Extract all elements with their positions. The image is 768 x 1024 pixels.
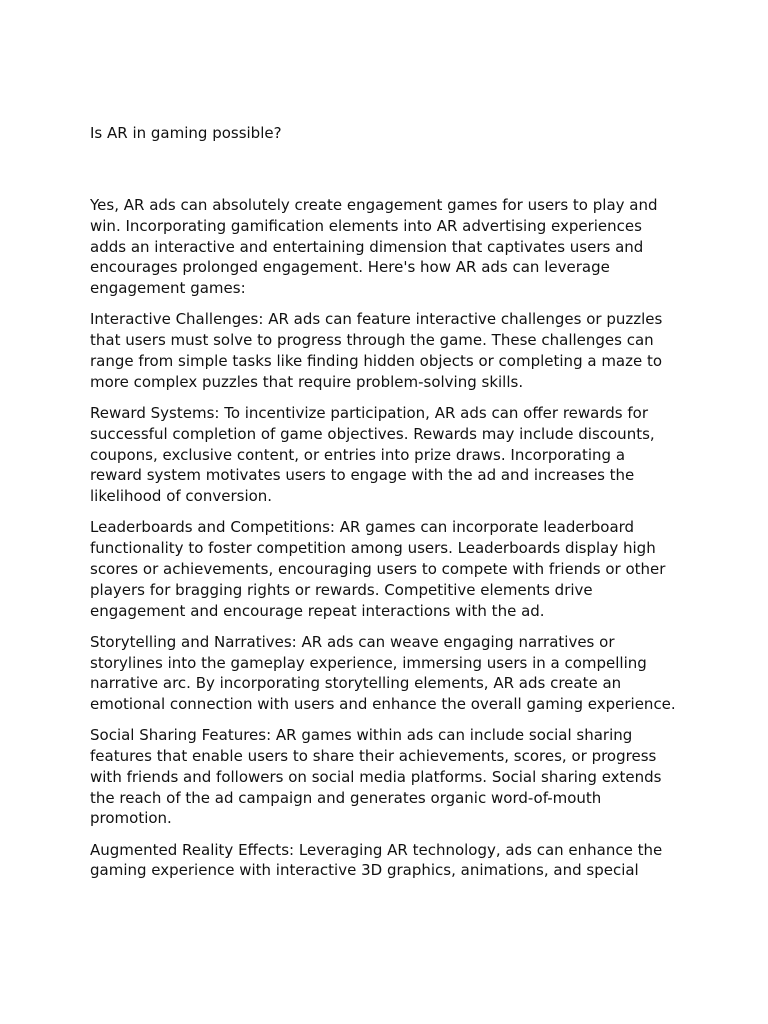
paragraph-reward-systems: Reward Systems: To incentivize participation, AR ads can offer rewards for successful completion of game objectives. Rewards may include discounts, coupons, exclusive content, or entries into prize draws. Incorporating a reward system motivates users to engage with the ad and increases the likelihood of conversion. <box>90 403 655 506</box>
paragraph-interactive-challenges: Interactive Challenges: AR ads can feature interactive challenges or puzzles that users must solve to progress through the game. These challenges can range from simple tasks like finding hidden objects or completing a maze to more complex puzzles that require problem-solving skills. <box>90 310 663 391</box>
paragraph-leaderboards: Leaderboards and Competitions: AR games can incorporate leaderboard functionality to foster competition among users. Leaderboards display high scores or achievements, encouraging users to compete with friends or other players for bragging rights or rewards. Competitive elements drive engagement and encourage repeat interactions with the ad. <box>90 518 666 620</box>
paragraph-social-sharing: Social Sharing Features: AR games within ads can include social sharing features that enable users to share their achievements, scores, or progress with friends and followers on social media platforms. Social sharing extends the reach of the ad campaign and generates organic word-of-mouth promotion. <box>90 726 662 828</box>
paragraph-ar-effects: Augmented Reality Effects: Leveraging AR technology, ads can enhance the gaming experience with interactive 3D graphics, animations, and special <box>90 840 663 880</box>
document-title: Is AR in gaming possible? <box>90 124 282 142</box>
paragraph-intro: Yes, AR ads can absolutely create engagement games for users to play and win. Incorporating gamification elements into AR advertising experiences adds an interactive and entertaining dimension that captivates users and encourages prolonged engagement. Here's how AR ads can leverage engagement games: <box>90 196 658 298</box>
paragraph-storytelling: Storytelling and Narratives: AR ads can weave engaging narratives or storylines into the gameplay experience, immersing users in a compelling narrative arc. By incorporating storytelling elements, AR ads create an emotional connection with users and enhance the overall gaming experience. <box>90 632 676 714</box>
document-page <box>90 123 680 892</box>
document-body <box>90 195 680 881</box>
